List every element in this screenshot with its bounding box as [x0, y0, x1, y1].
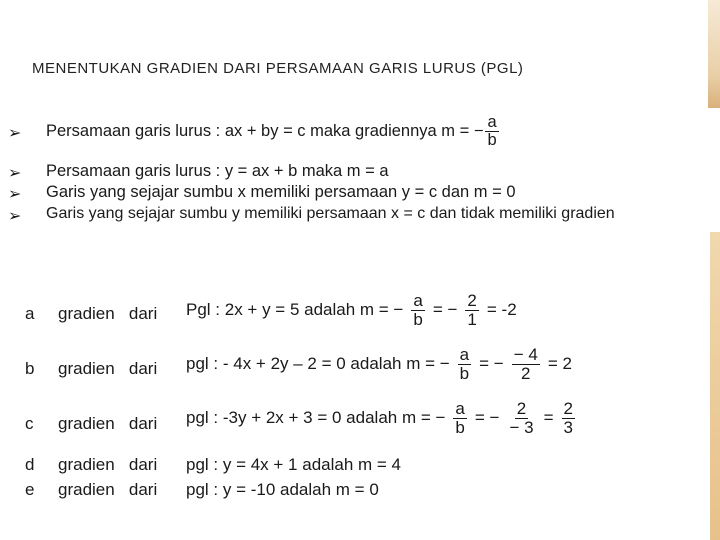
- fraction: [485, 114, 498, 150]
- fraction-numerator: 2: [563, 399, 573, 418]
- rule-item: Garis yang sejajar sumbu x memiliki persamaan y = c dan m = 0: [46, 183, 516, 201]
- fraction-denominator: b: [413, 309, 423, 329]
- example-label: [58, 304, 157, 324]
- fraction-denominator: b: [459, 363, 470, 383]
- bullet-arrow-icon: ➢: [8, 165, 22, 182]
- equation-text: = −: [432, 300, 458, 320]
- fraction-numerator: a: [413, 291, 423, 310]
- example-equation: [186, 400, 577, 437]
- example-word: gradien: [58, 455, 115, 474]
- fraction: [512, 346, 540, 383]
- example-word: gradien: [58, 480, 115, 499]
- example-word: dari: [128, 455, 158, 474]
- fraction-denominator: 1: [467, 309, 477, 329]
- fraction-numerator: − 4: [513, 345, 538, 364]
- example-letter: e: [25, 480, 35, 499]
- example-label: [58, 455, 157, 475]
- rule-item: [46, 114, 501, 150]
- page-title: MENENTUKAN GRADIEN DARI PERSAMAAN GARIS LURUS (PGL): [32, 60, 524, 77]
- fraction: [562, 400, 575, 437]
- rule-text: Persamaan garis lurus : ax + by = c maka gradiennya m = −: [46, 122, 484, 141]
- example-word: dari: [128, 414, 158, 433]
- example-equation: [186, 346, 572, 383]
- example-equation: pgl : y = -10 adalah m = 0: [186, 480, 379, 499]
- fraction: [465, 292, 478, 329]
- fraction: [507, 400, 535, 437]
- fraction-numerator: 2: [516, 399, 527, 418]
- fraction: [453, 400, 466, 437]
- example-equation: [186, 292, 517, 329]
- example-word: gradien: [58, 304, 115, 323]
- rule-item: Persamaan garis lurus : y = ax + b maka m = a: [46, 162, 389, 180]
- fraction-numerator: a: [455, 399, 465, 418]
- fraction-denominator: 2: [521, 363, 531, 383]
- example-letter: b: [25, 359, 35, 378]
- equation-text: = −: [479, 354, 504, 374]
- equation-text: Pgl : 2x + y = 5 adalah m = −: [186, 300, 404, 320]
- bullet-arrow-icon: ➢: [8, 125, 22, 142]
- decor-strip-top: [708, 0, 720, 108]
- rule-item: Garis yang sejajar sumbu y memiliki persamaan x = c dan tidak memiliki gradien: [46, 205, 615, 222]
- fraction-denominator: b: [455, 417, 465, 437]
- fraction-numerator: a: [459, 345, 470, 364]
- fraction-denominator: − 3: [509, 417, 534, 437]
- equation-text: pgl : - 4x + 2y – 2 = 0 adalah m = −: [186, 354, 450, 374]
- example-letter: c: [25, 414, 34, 433]
- bullet-arrow-icon: ➢: [8, 186, 22, 203]
- example-letter: d: [25, 455, 35, 474]
- example-word: dari: [128, 304, 158, 323]
- example-word: dari: [128, 359, 158, 378]
- fraction: [411, 292, 424, 329]
- example-label: [58, 414, 157, 434]
- example-equation: pgl : y = 4x + 1 adalah m = 4: [186, 455, 401, 474]
- example-label: [58, 359, 157, 379]
- fraction: [458, 346, 471, 383]
- equation-text: pgl : -3y + 2x + 3 = 0 adalah m = −: [186, 408, 446, 428]
- decor-strip-bottom: [710, 232, 720, 540]
- example-word: gradien: [58, 359, 115, 378]
- equation-text: = −: [474, 408, 500, 428]
- example-word: dari: [128, 480, 158, 499]
- equation-text: = 2: [547, 354, 572, 374]
- bullet-arrow-icon: ➢: [8, 208, 22, 225]
- example-letter: a: [25, 304, 35, 323]
- example-word: gradien: [58, 414, 115, 433]
- fraction-denominator: 3: [563, 417, 573, 437]
- equation-text: = -2: [486, 300, 517, 320]
- fraction-denominator: b: [487, 131, 497, 150]
- example-label: [58, 480, 157, 500]
- equation-text: =: [543, 408, 554, 428]
- fraction-numerator: a: [487, 113, 497, 131]
- fraction-numerator: 2: [467, 291, 477, 310]
